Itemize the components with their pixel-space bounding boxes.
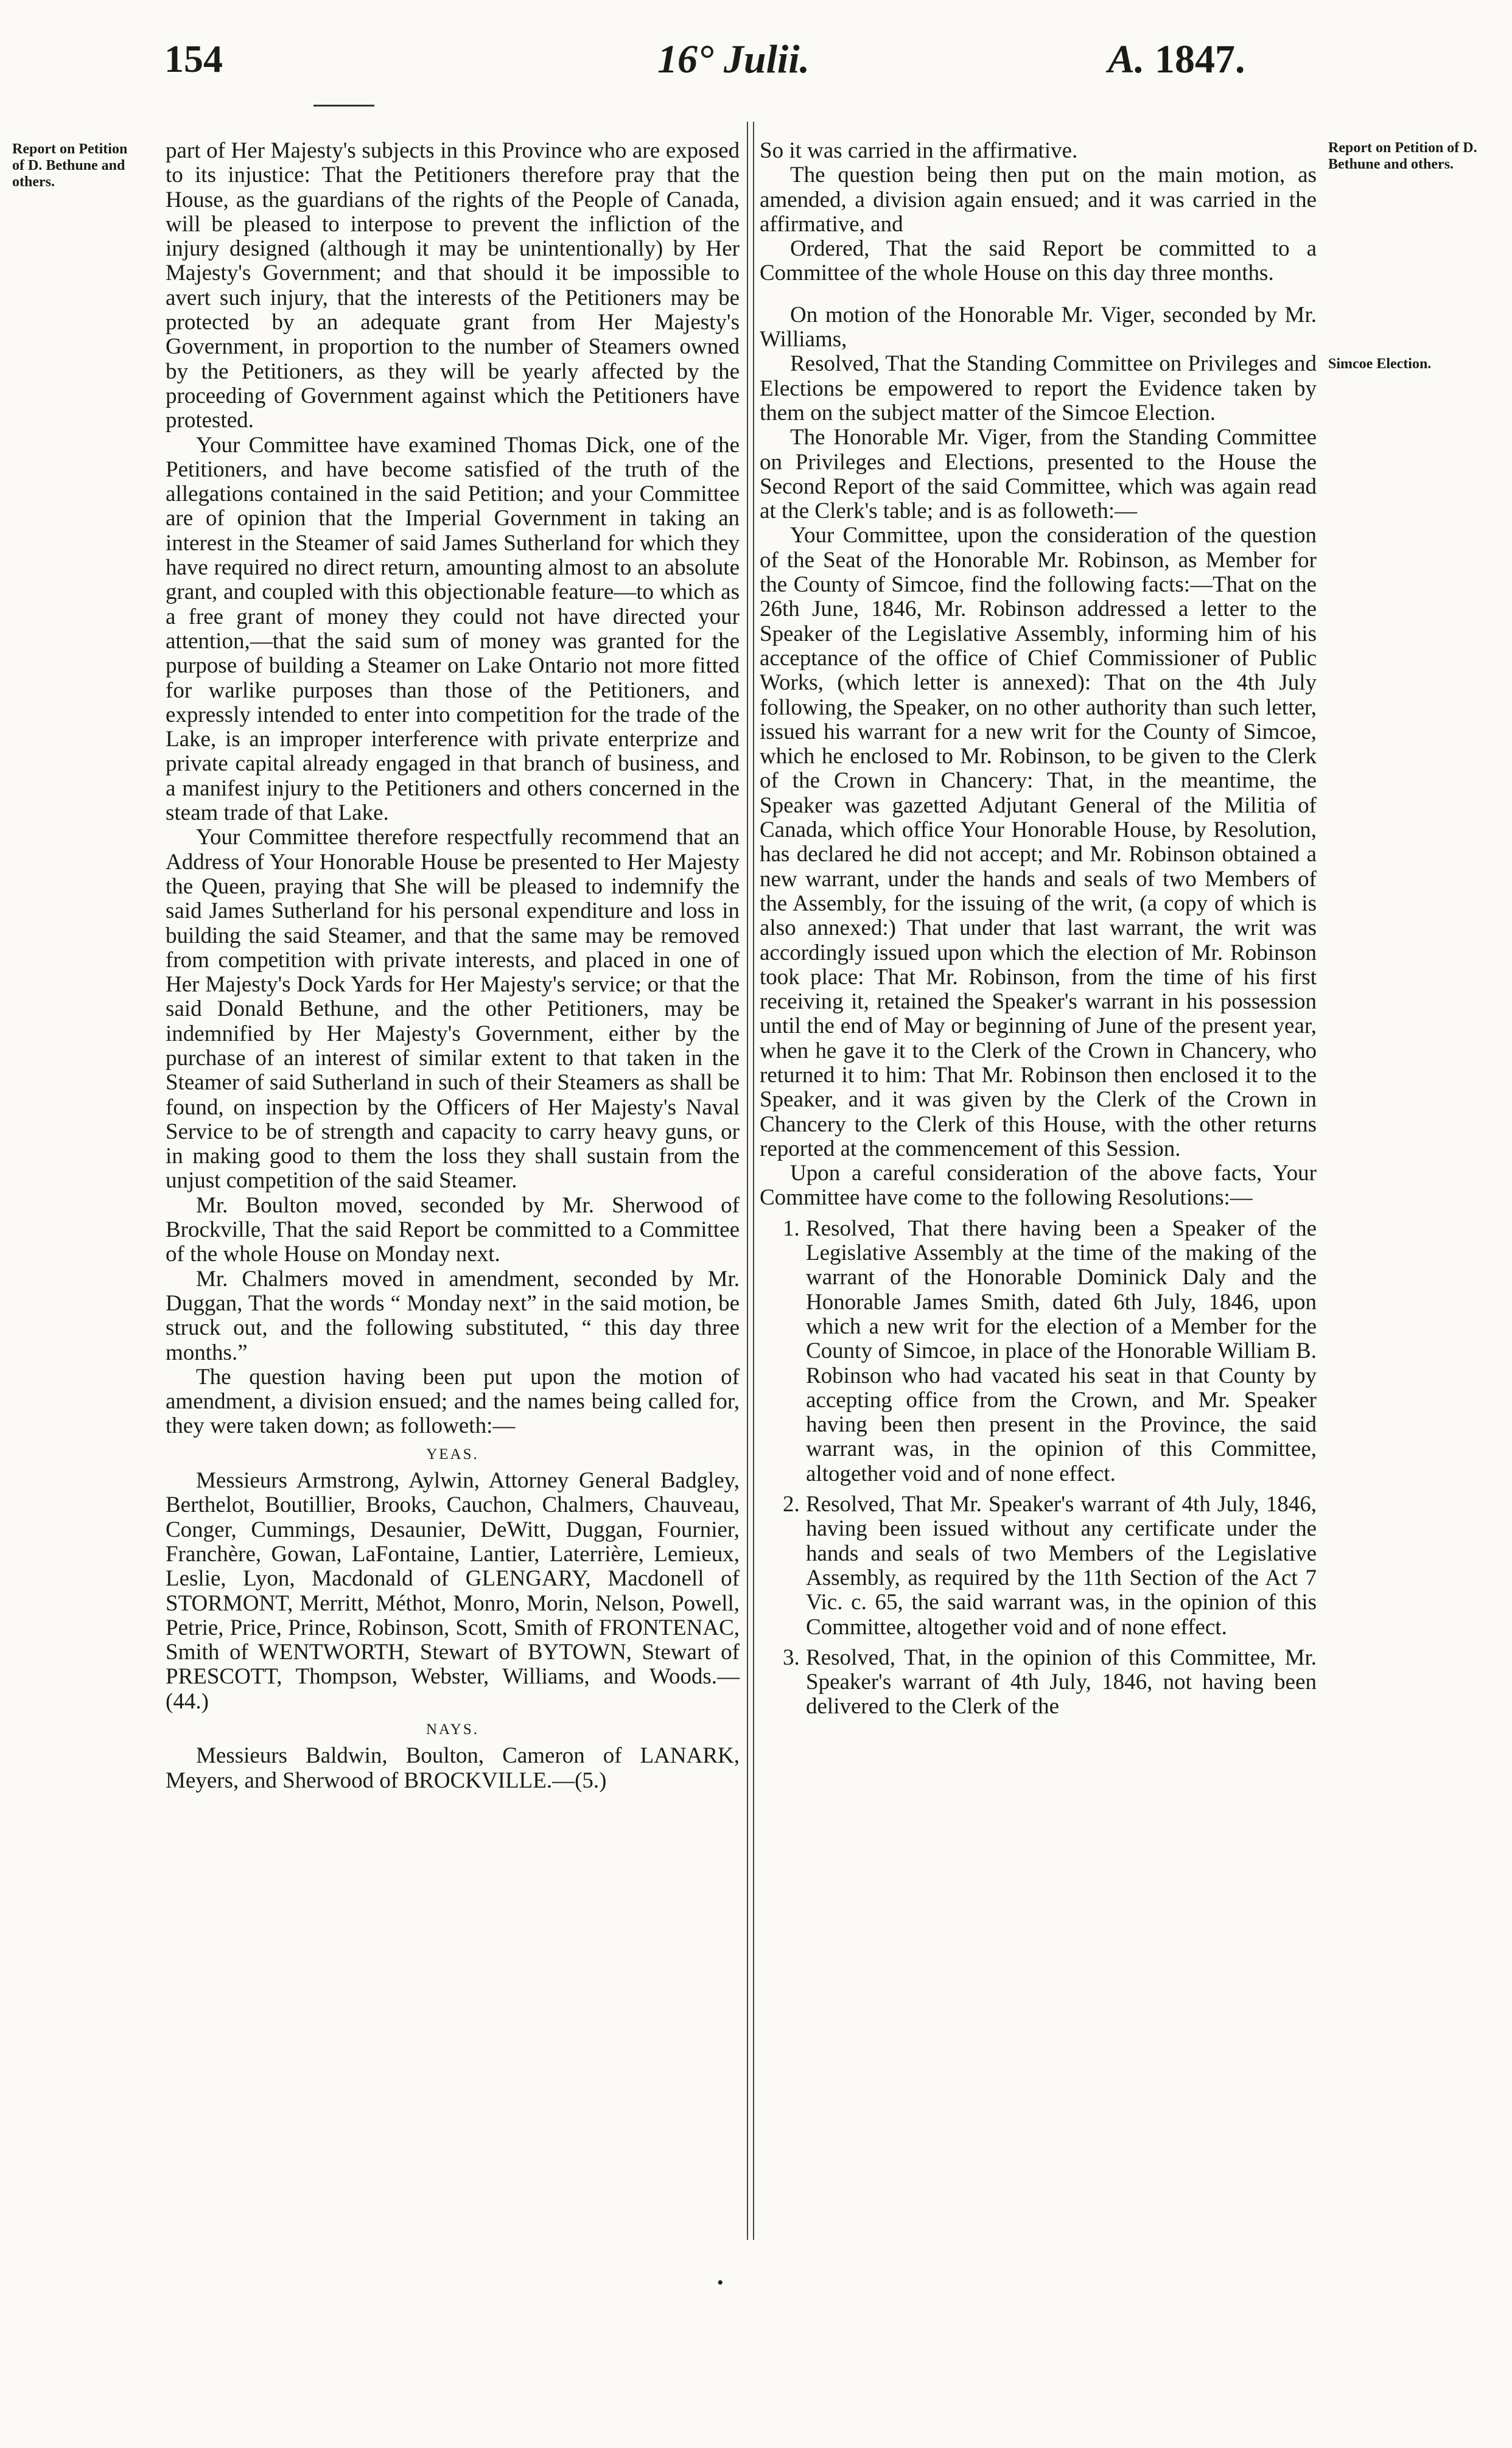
session-date: 16° Julii. — [657, 37, 810, 82]
right-paragraph: Upon a careful consideration of the above facts, Your Committee have come to the following Resolutions:— — [760, 1161, 1317, 1211]
margin-note-right-report: Report on Petition of D. Bethune and others. — [1328, 140, 1477, 172]
nays-heading: NAYS. — [425, 1721, 480, 1738]
left-paragraph: Mr. Boulton moved, seconded by Mr. Sherwood of Brockville, That the said Report be committed to a Committee of the whole House on Monday next. — [166, 1192, 740, 1267]
year-prefix: A. — [1108, 37, 1145, 82]
resolution-number: 2. — [783, 1492, 800, 1517]
right-paragraph: On motion of the Honorable Mr. Viger, seconded by Mr. Williams, — [760, 302, 1317, 352]
resolution-item — [760, 1217, 1317, 1486]
resolution-item — [760, 1492, 1317, 1640]
left-paragraph: Your Committee therefore respectfully recommend that an Address of Your Honorable House be presented to Her Majesty the Queen, praying that She will be pleased to indemnify the said James Sutherland for his personal expenditure and loss in building the said Steamer, and that the same may be removed from competition with private interests, and placed in one of Her Majesty's Dock Yards for Her Majesty's service; or that the said Donald Bethune, and the other Petitioners, may be indemnified by Her Majesty's Government, either by the purchase of an interest of similar extent to that taken in the Steamer of said Sutherland in such of their Steamers as shall be found, on inspection by the Officers of Her Majesty's Naval Service to be of strength and capacity to carry heavy guns, or in making good to them the loss they shall sustain from the unjust competition of the said Steamer. — [166, 825, 740, 1194]
nays-list: Messieurs Baldwin, Boulton, Cameron of LANARK, Meyers, and Sherwood of BROCKVILLE.—(5.) — [166, 1743, 740, 1793]
resolution-item — [760, 1646, 1317, 1719]
resolution-number: 3. — [783, 1645, 800, 1670]
right-paragraph: Resolved, That the Standing Committee on Privileges and Elections be empowered to report the Evidence taken by them on the subject matter of the Simcoe Election. — [760, 351, 1317, 425]
left-column — [166, 139, 740, 1793]
resolutions-list — [760, 1217, 1317, 1719]
year-label — [1108, 37, 1245, 83]
margin-note-left: Report on Petition of D. Bethune and others. — [12, 141, 128, 190]
right-paragraph: Your Committee, upon the consideration of the question of the Seat of the Honorable Mr. Robinson, as Member for the County of Simcoe, find the following facts:—That on the 26th June, 1846, Mr. Robinson addressed a letter to the Speaker of the Legislative Assembly, informing him of his acceptance of the office of Chief Commissioner of Public Works, (which letter is annexed): That on the 4th July following, the Speaker, on no other authority than such letter, issued his warrant for a new writ for the County of Simcoe, which he enclosed to Mr. Robinson, to be given to the Clerk of the Crown in Chancery: That, in the meantime, the Speaker was gazetted Adjutant General of the Militia of Canada, which office Your Honorable House, by Resolution, has declared he did not accept; and Mr. Robinson obtained a new warrant, under the hands and seals of two Members of the Assembly, for the issuing of the writ, (a copy of which is also annexed:) That under that last warrant, the writ was accordingly issued upon which the election of Mr. Robinson took place: That Mr. Robinson, from the time of his first receiving it, retained the Speaker's warrant in his possession until the end of May or beginning of June of the present year, when he gave it to the Clerk of the Crown in Chancery, who returned it to him: That Mr. Robinson then enclosed it to the Speaker, and it was given by the Clerk of the Crown in Chancery to the Clerk of this House, with the other returns reported at the commencement of this Session. — [760, 523, 1317, 1161]
left-paragraph: Mr. Chalmers moved in amendment, seconded by Mr. Duggan, That the words “ Monday next” in the said motion, be struck out, and the following substituted, “ this day three months.” — [166, 1266, 740, 1365]
right-paragraph: The question being then put on the main motion, as amended, a division again ensued; and it was carried in the affirmative, and — [760, 163, 1317, 237]
page-number: 154 — [164, 37, 223, 80]
right-paragraph: So it was carried in the affirmative. — [760, 138, 1078, 163]
left-paragraph: Your Committee have examined Thomas Dick, one of the Petitioners, and have become satisfied of the truth of the allegations contained in the said Petition; and your Committee are of opinion that the Imperial Government in taking an interest in the Steamer of said James Sutherland for which they have required no direct return, amounting almost to an absolute grant, and coupled with this objectionable feature—to which as a free grant of money they could not have directed your attention,—that the said sum of money was granted for the purpose of building a Steamer on Lake Ontario not more fitted for warlike purposes than those of the Petitioners, and expressly intended to enter into competition for the trade of the Lake, is an improper interference with private enterprize and private capital already engaged in that branch of business, and a manifest injury to the Petitioners and others concerned in the steam trade of that Lake. — [166, 432, 740, 826]
resolution-text: Resolved, That, in the opinion of this Committee, Mr. Speaker's warrant of 4th July, 1846, not having been delivered to the Clerk of the — [806, 1645, 1317, 1719]
margin-note-right-simcoe: Simcoe Election. — [1328, 356, 1432, 372]
right-column — [760, 139, 1317, 1719]
column-divider — [747, 122, 754, 2240]
yeas-heading: YEAS. — [426, 1446, 479, 1463]
yeas-list: Messieurs Armstrong, Aylwin, Attorney General Badgley, Berthelot, Boutillier, Brooks, Cauchon, Chalmers, Chauveau, Conger, Cummings, Desaunier, DeWitt, Duggan, Fournier, Franchère, Gowan, LaFontaine, Lantier, Laterrière, Lemieux, Leslie, Lyon, Macdonald of GLENGARY, Macdonell of STORMONT, Merritt, Méthot, Monro, Morin, Nelson, Powell, Petrie, Price, Prince, Robinson, Scott, Smith of FRONTENAC, Smith of WENTWORTH, Stewart of BYTOWN, Stewart of PRESCOTT, Thompson, Webster, Williams, and Woods.—(44.) — [166, 1468, 740, 1714]
resolution-text: Resolved, That Mr. Speaker's warrant of 4th July, 1846, having been issued without any certificate under the hands and seals of two Members of the Legislative Assembly, as required by the 11th Section of the Act 7 Vic. c. 65, the said warrant was, in the opinion of this Committee, altogether void and of none effect. — [806, 1492, 1317, 1640]
left-paragraph: part of Her Majesty's subjects in this Province who are exposed to its injustice: That the Petitioners therefore pray that the House, as the guardians of the rights of the People of Canada, will be pleased to interpose to prevent the infliction of the injury designed (although it may be unintentionally) by Her Majesty's Government; and that should it be impossible to avert such injury, that the interests of the Petitioners may be protected by an adequate grant from Her Majesty's Government, in proportion to the number of Steamers owned by the Petitioners, as they will be yearly affected by the proceeding of Government against which the Petitioners have protested. — [166, 138, 740, 433]
right-paragraph: The Honorable Mr. Viger, from the Standing Committee on Privileges and Elections, presented to the House the Second Report of the said Committee, which was again read at the Clerk's table; and is as followeth:— — [760, 425, 1317, 524]
resolution-number: 1. — [783, 1215, 800, 1241]
header-rule — [313, 105, 374, 107]
resolution-text: Resolved, That there having been a Speaker of the Legislative Assembly at the time of the making of the warrant of the Honorable Dominick Daly and the Honorable James Smith, dated 6th July, 1846, upon which a new writ for the election of a Member for the County of Simcoe, in place of the Honorable William B. Robinson who had vacated his seat in that County by accepting office from the Crown, and Mr. Speaker having been then present in the Province, the said warrant was, in the opinion of this Committee, altogether void and of none effect. — [806, 1215, 1317, 1486]
page-header — [0, 24, 1512, 91]
right-paragraph: Ordered, That the said Report be committed to a Committee of the whole House on this day three months. — [760, 236, 1317, 286]
left-paragraph: The question having been put upon the motion of amendment, a division ensued; and the names being called for, they were taken down; as followeth:— — [166, 1364, 740, 1439]
year-number: 1847. — [1155, 37, 1245, 82]
footer-mark: • — [717, 2273, 724, 2293]
